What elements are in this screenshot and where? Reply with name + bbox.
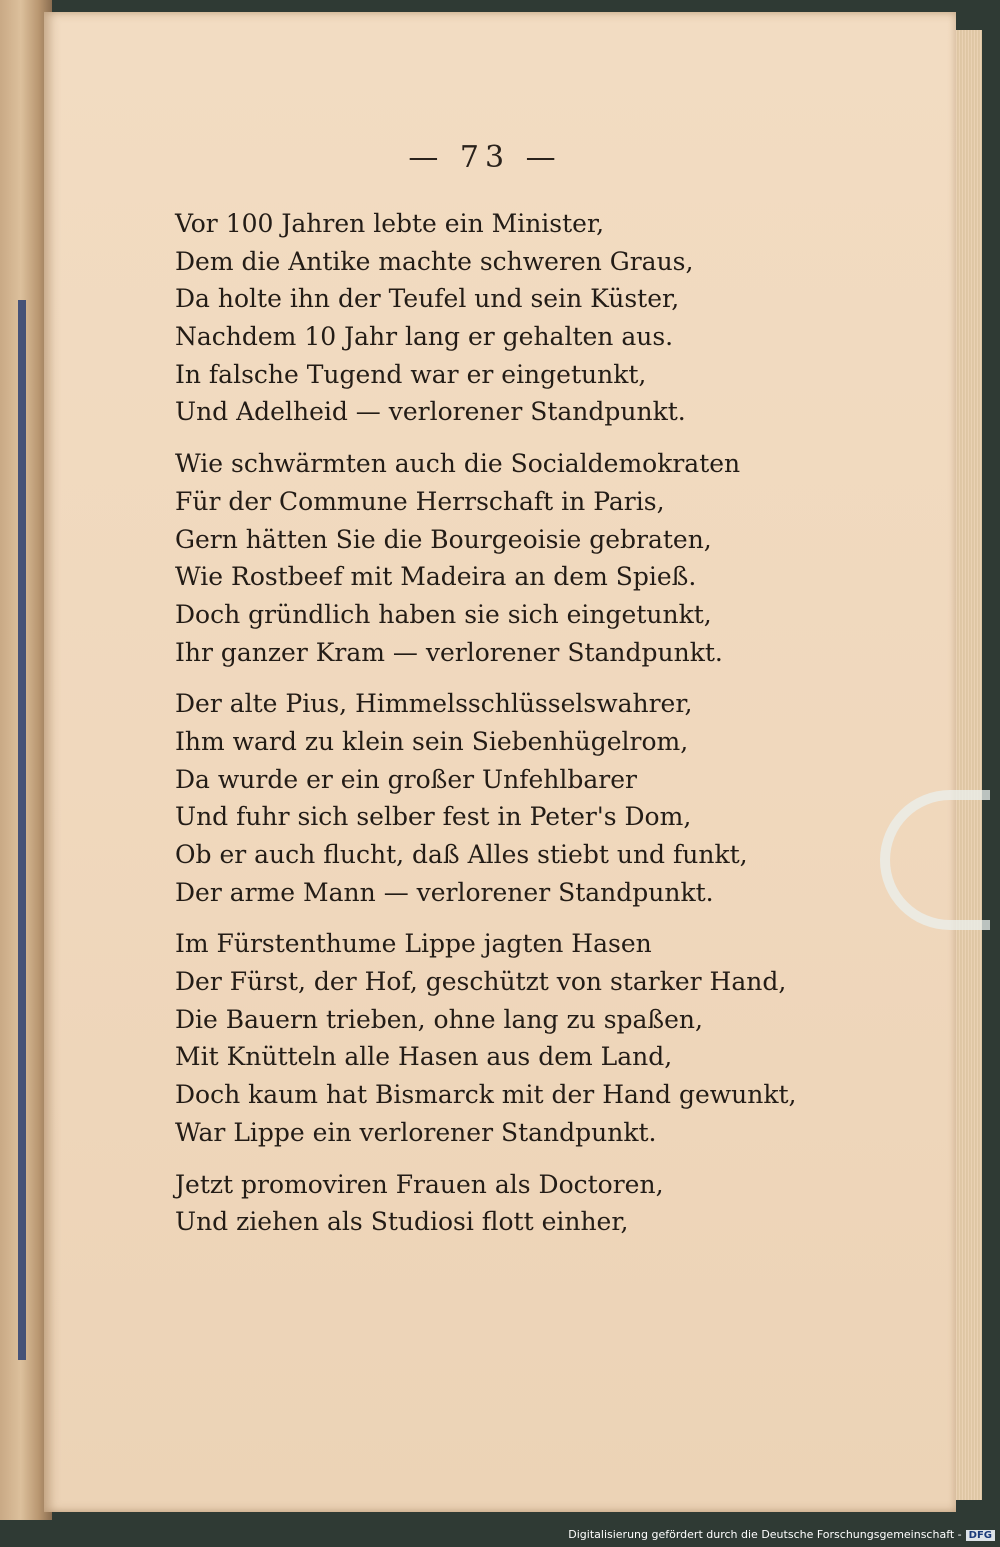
page-number: — 73 — <box>408 140 562 175</box>
poem-line: Und ziehen als Studiosi flott einher, <box>175 1207 629 1237</box>
poem-line: Da holte ihn der Teufel und sein Küster, <box>175 284 680 314</box>
poem-line: Wie Rostbeef mit Madeira an dem Spieß. <box>175 562 697 592</box>
stanza-2 <box>175 445 875 671</box>
poem-line: Vor 100 Jahren lebte ein Minister, <box>175 209 605 238</box>
poem-line: In falsche Tugend war er eingetunkt, <box>175 359 647 389</box>
binding-ribbon <box>18 300 26 1360</box>
poem-line: Die Bauern trieben, ohne lang zu spaßen, <box>175 1004 703 1034</box>
poem-line: Mit Knütteln alle Hasen aus dem Land, <box>175 1042 673 1072</box>
stanza-1 <box>175 205 875 431</box>
credit-text: Digitalisierung gefördert durch die Deutsche Forschungsgemeinschaft - <box>568 1528 962 1541</box>
stanza-3 <box>175 685 875 911</box>
poem-line: Und fuhr sich selber fest in Peter's Dom, <box>175 802 692 832</box>
poem-line: Und Adelheid — verlorener Standpunkt. <box>175 397 686 427</box>
digitization-credit <box>0 1528 995 1541</box>
poem-line: Nachdem 10 Jahr lang er gehalten aus. <box>175 322 674 352</box>
poem-line: Jetzt promoviren Frauen als Doctoren, <box>175 1169 664 1199</box>
poem-line: Doch kaum hat Bismarck mit der Hand gewunkt, <box>175 1080 797 1110</box>
poem-line: Für der Commune Herrschaft in Paris, <box>175 486 665 516</box>
poem-line: Doch gründlich haben sie sich eingetunkt, <box>175 599 712 629</box>
poem <box>175 205 875 1255</box>
poem-line: Dem die Antike machte schweren Graus, <box>175 246 694 276</box>
poem-line: Ihr ganzer Kram — verlorener Standpunkt. <box>175 637 723 667</box>
poem-line: Gern hätten Sie die Bourgeoisie gebraten, <box>175 524 712 554</box>
poem-line: Ihm ward zu klein sein Siebenhügelrom, <box>175 726 689 756</box>
page-edges <box>952 30 982 1500</box>
poem-line: Da wurde er ein großer Unfehlbarer <box>175 764 637 794</box>
dfg-logo: DFG <box>966 1530 995 1541</box>
stanza-4 <box>175 925 875 1151</box>
poem-line: Wie schwärmten auch die Socialdemokraten <box>175 449 741 479</box>
poem-line: Ob er auch flucht, daß Alles stiebt und funkt, <box>175 840 748 869</box>
poem-line: Der Fürst, der Hof, geschützt von starker Hand, <box>175 967 787 997</box>
stanza-5 <box>175 1166 875 1241</box>
poem-line: Der arme Mann — verlorener Standpunkt. <box>175 877 714 907</box>
poem-line: War Lippe ein verlorener Standpunkt. <box>175 1117 657 1147</box>
poem-line: Der alte Pius, Himmelsschlüsselswahrer, <box>175 689 693 719</box>
poem-line: Im Fürstenthume Lippe jagten Hasen <box>175 929 652 959</box>
